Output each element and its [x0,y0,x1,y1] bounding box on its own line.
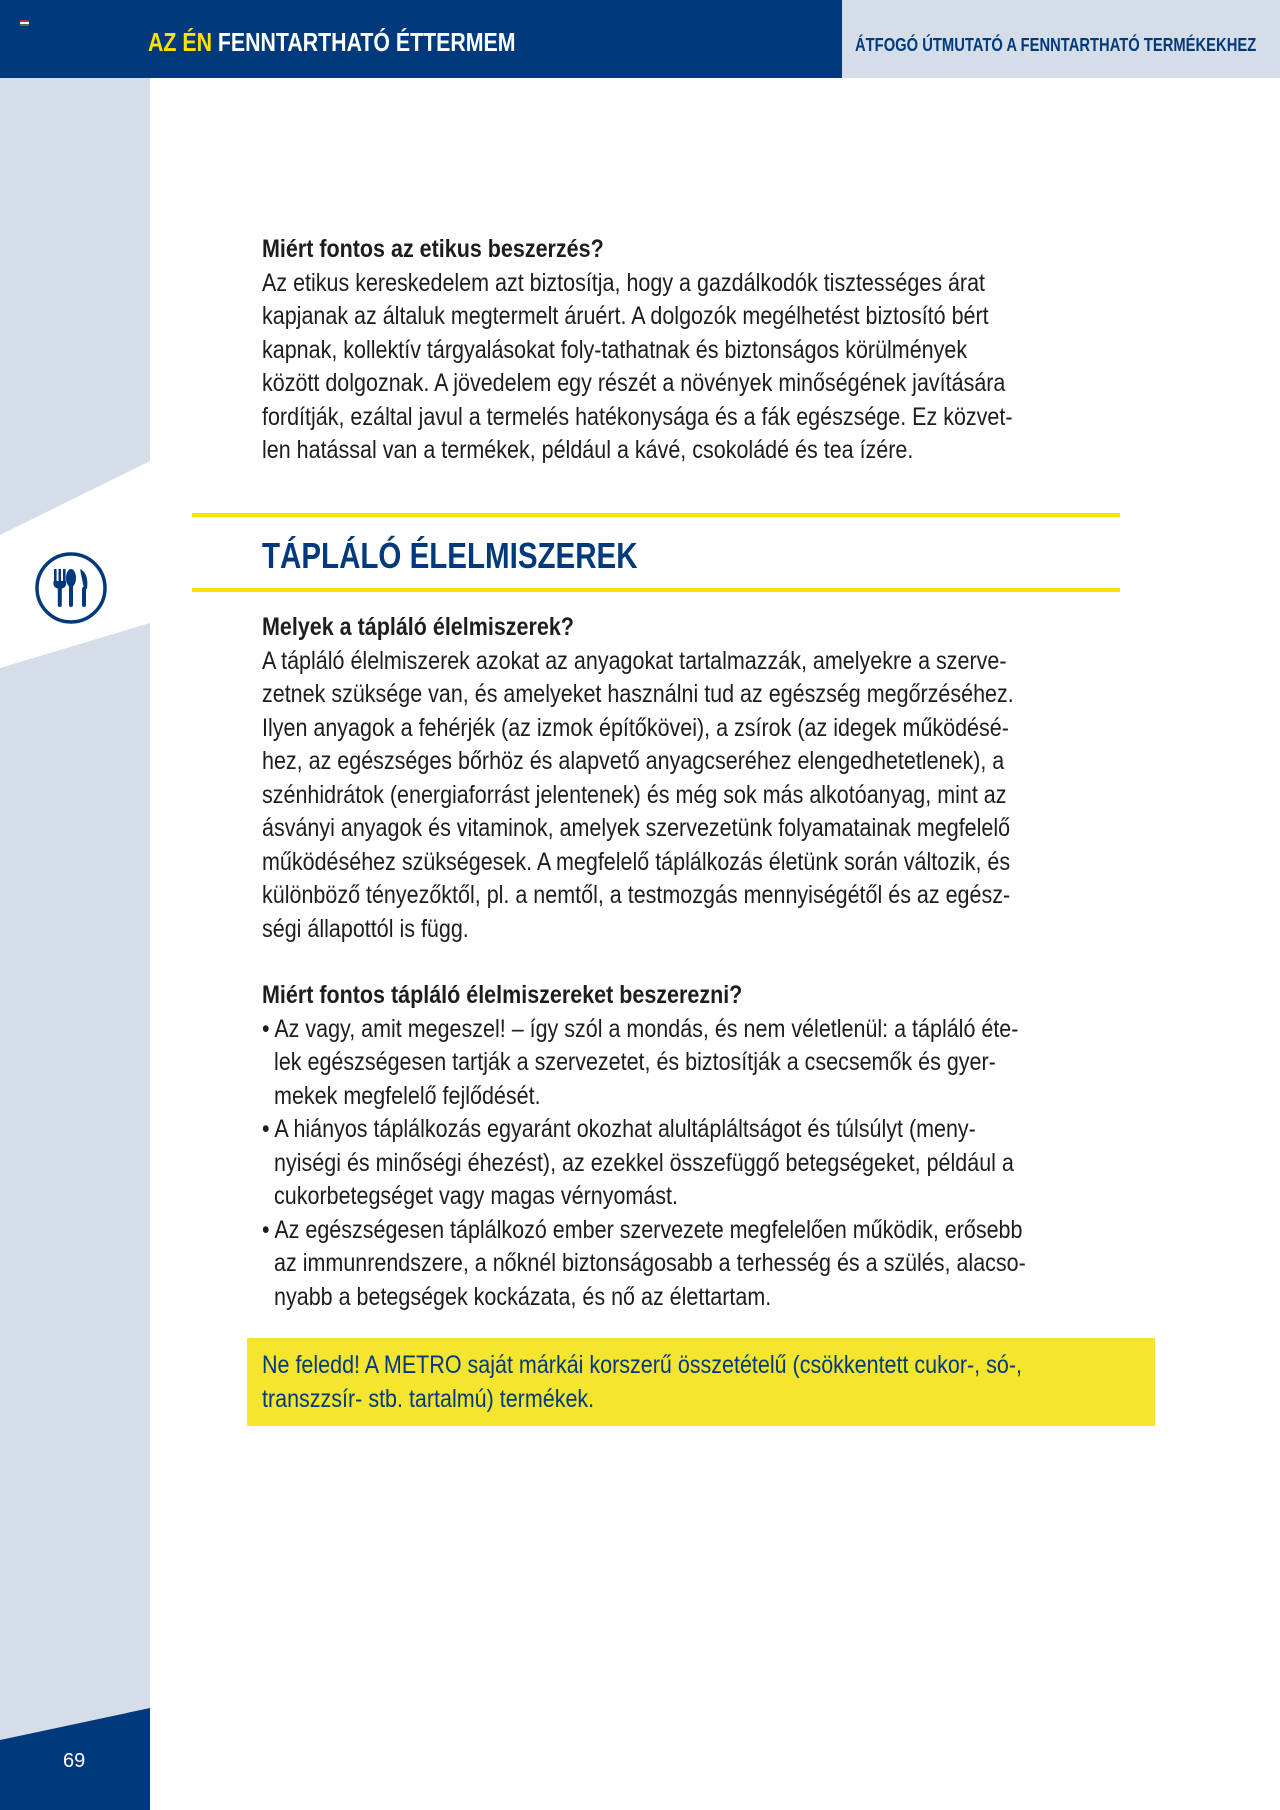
nutritious-heading: Melyek a tápláló élelmiszerek? [262,613,574,641]
paragraph-line: ségi állapottól is függ. [262,914,469,943]
paragraph-line: működéséhez szükségesek. A megfelelő táplálkozás életünk során változik, és [262,847,1011,876]
paragraph-line: kapnak, kollektív tárgyalásokat foly-tathatnak és biztonságos körülmények [262,335,968,364]
paragraph-line: A tápláló élelmiszerek azokat az anyagokat tartalmazzák, amelyekre a szerve- [262,646,1007,675]
section-rule-top [192,513,1120,517]
header-bar [0,0,842,78]
notice-line: Ne feledd! A METRO saját márkái korszerű összetételű (csökkentett cukor-, só-, [262,1351,1022,1379]
paragraph-line: ásványi anyagok és vitaminok, amelyek szervezetünk folyamatainak megfelelő [262,814,1011,842]
bullet-line: • Az vagy, amit megeszel! – így szól a mondás, és nem véletlenül: a tápláló éte- [262,1014,1019,1043]
bullet-line: • A hiányos táplálkozás egyaránt okozhat alultápláltságot és túlsúlyt (meny- [262,1115,976,1143]
ethics-section [262,233,1135,468]
bullet-line: az immunrendszere, a nőknél biztonságosabb a terhesség és a szülés, alacso- [274,1249,1026,1277]
section-rule-bottom [192,588,1120,592]
bullet-line: • Az egészségesen táplálkozó ember szervezete megfelelően működik, erősebb [262,1215,1023,1244]
why-heading: Miért fontos tápláló élelmiszereket beszerezni? [262,981,743,1009]
paragraph-line: között dolgoznak. A jövedelem egy részét a növények minőségének javítására [262,369,1006,397]
paragraph-line: zetnek szüksége van, és amelyeket használni tud az egészség megőrzéséhez. [262,680,1014,708]
cutlery-icon [34,551,108,625]
paragraph-line: hez, az egészséges bőrhöz és alapvető anyagcseréhez elengedhetetlenek), a [262,747,1005,775]
nutritious-section [262,611,1136,946]
document-title: AZ ÉN FENNTARTHATÓ ÉTTERMEM [148,27,516,57]
bullet-line: nyabb a betegségek kockázata, és nő az élettartam. [274,1282,772,1311]
paragraph-line: len hatással van a termékek, például a kávé, csokoládé és tea ízére. [262,436,914,464]
bullet-line: mekek megfelelő fejlődését. [274,1081,541,1110]
notice-text [262,1349,1022,1416]
paragraph-line: fordítják, ezáltal javul a termelés hatékonysága és a fák egészsége. Ez közvet- [262,402,1013,431]
bullet-item [262,1013,1150,1114]
notice-line: transzzsír- stb. tartalmú) termékek. [262,1384,595,1413]
document-subtitle: ÁTFOGÓ ÚTMUTATÓ A FENNTARTHATÓ TERMÉKEKHEZ [855,35,1257,55]
header-subtitle-panel [842,0,1280,78]
paragraph-line: Az etikus kereskedelem azt biztosítja, hogy a gazdálkodók tisztességes árat [262,268,986,297]
hungarian-flag-icon [20,20,29,26]
bullet-line: lek egészségesen tartják a szervezetet, és biztosítják a csecsemők és gyer- [274,1048,996,1076]
why-section [262,979,1150,1314]
notice-box [247,1338,1155,1426]
page-number: 69 [63,1750,86,1772]
paragraph-line: szénhidrátok (energiaforrást jelentenek) és még sok más alkotóanyag, mint az [262,780,1007,809]
section-title: TÁPLÁLÓ ÉLELMISZEREK [262,535,638,576]
ethics-heading: Miért fontos az etikus beszerzés? [262,235,604,263]
bullet-line: nyiségi és minőségi éhezést), az ezekkel összefüggő betegségeket, például a [274,1148,1014,1177]
bullet-item [262,1214,1150,1315]
bullet-line: cukorbetegséget vagy magas vérnyomást. [274,1182,678,1210]
bullet-item [262,1113,1150,1214]
paragraph-line: Ilyen anyagok a fehérjék (az izmok építőkövei), a zsírok (az idegek működésé- [262,713,1009,742]
paragraph-line: különböző tényezőktől, pl. a nemtől, a testmozgás mennyiségétől és az egész- [262,881,1011,909]
paragraph-line: kapjanak az általuk megtermelt áruért. A dolgozók megélhetést biztosító bért [262,302,989,330]
sidebar [0,78,150,1810]
